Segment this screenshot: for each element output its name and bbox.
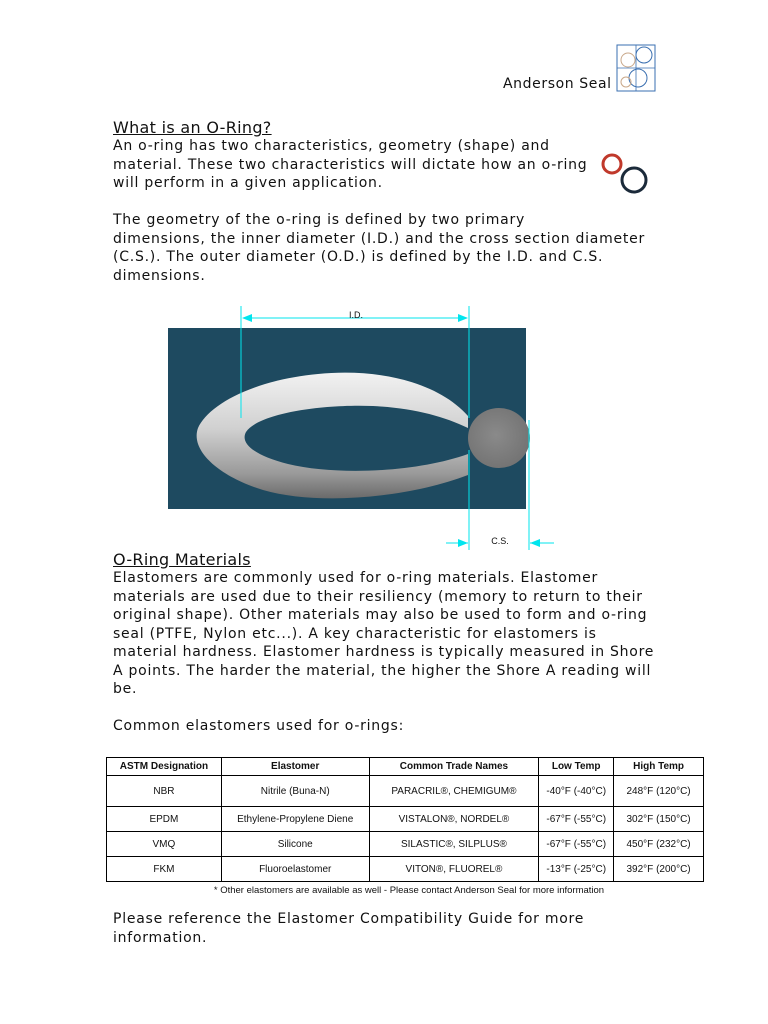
text-line: An o-ring has two characteristics, geometry (shape) and <box>113 138 550 154</box>
header-high-temp: High Temp <box>614 758 704 776</box>
geometry-paragraph <box>113 211 645 285</box>
cell-high-temp: 450°F (232°C) <box>614 832 704 857</box>
text-line: The geometry of the o-ring is defined by two primary <box>113 212 526 228</box>
text-line: material hardness. Elastomer hardness is typically measured in Shore <box>113 644 655 660</box>
text-line: (C.S.). The outer diameter (O.D.) is defined by the I.D. and C.S. <box>113 249 604 265</box>
table-row <box>107 776 704 807</box>
id-label: I.D. <box>348 310 364 320</box>
table-row <box>107 832 704 857</box>
text-line: Please reference the Elastomer Compatibility Guide for more <box>113 911 585 927</box>
id-arrow-left <box>242 314 252 322</box>
materials-paragraph <box>113 569 654 699</box>
company-name: Anderson Seal <box>503 76 612 92</box>
elastomer-table <box>106 757 704 882</box>
cs-label: C.S. <box>491 536 509 546</box>
text-line: seal (PTFE, Nylon etc...). A key characteristic for elastomers is <box>113 625 597 642</box>
cell-elastomer: Nitrile (Buna-N) <box>221 776 369 807</box>
cell-elastomer: Fluoroelastomer <box>221 857 369 882</box>
cell-astm: NBR <box>107 776 222 807</box>
section-title-oring-materials: O-Ring Materials <box>113 550 251 569</box>
cell-low-temp: -13°F (-25°C) <box>539 857 614 882</box>
text-line: dimensions. <box>113 267 206 284</box>
text-line: information. <box>113 929 208 946</box>
intro-paragraph <box>113 137 587 193</box>
elastomer-table-container <box>106 757 704 896</box>
text-line: material. These two characteristics will dictate how an o-ring <box>113 156 588 173</box>
cell-astm: VMQ <box>107 832 222 857</box>
text-line: original shape). Other materials may also be used to form and o-ring <box>113 607 648 623</box>
cell-elastomer: Ethylene-Propylene Diene <box>221 807 369 832</box>
table-header-row <box>107 758 704 776</box>
table-row <box>107 857 704 882</box>
text-line: dimensions, the inner diameter (I.D.) and the cross section diameter <box>113 230 645 247</box>
oring-pair-icon <box>596 145 656 205</box>
header-trade-names: Common Trade Names <box>369 758 539 776</box>
table-row <box>107 807 704 832</box>
text-line: materials are used due to their resiliency (memory to return to their <box>113 588 643 605</box>
cell-astm: FKM <box>107 857 222 882</box>
cs-arrow-left <box>458 539 468 547</box>
cs-arrow-right <box>530 539 540 547</box>
oring-cross-section <box>468 408 530 468</box>
cell-high-temp: 392°F (200°C) <box>614 857 704 882</box>
text-line: Elastomers are commonly used for o-ring materials. Elastomer <box>113 570 598 586</box>
cell-low-temp: -67°F (-55°C) <box>539 832 614 857</box>
cell-low-temp: -67°F (-55°C) <box>539 807 614 832</box>
cell-trade-names: VITON®, FLUOREL® <box>369 857 539 882</box>
cell-elastomer: Silicone <box>221 832 369 857</box>
cell-trade-names: VISTALON®, NORDEL® <box>369 807 539 832</box>
text-line: be. <box>113 681 138 697</box>
cell-trade-names: PARACRIL®, CHEMIGUM® <box>369 776 539 807</box>
anderson-seal-logo <box>616 44 656 92</box>
cell-astm: EPDM <box>107 807 222 832</box>
oring-dimension-diagram <box>168 300 568 556</box>
id-arrow-right <box>458 314 468 322</box>
table-footnote: * Other elastomers are available as well - Please contact Anderson Seal for more information <box>213 885 605 896</box>
text-line: A points. The harder the material, the higher the Shore A reading will <box>113 662 652 679</box>
cell-high-temp: 248°F (120°C) <box>614 776 704 807</box>
cell-high-temp: 302°F (150°C) <box>614 807 704 832</box>
text-line: will perform in a given application. <box>113 175 383 191</box>
closing-paragraph <box>113 910 584 947</box>
header-astm: ASTM Designation <box>107 758 222 776</box>
section-title-what-is-oring: What is an O-Ring? <box>113 118 272 137</box>
header-elastomer: Elastomer <box>221 758 369 776</box>
elastomers-intro: Common elastomers used for o-rings: <box>113 718 405 734</box>
cell-trade-names: SILASTIC®, SILPLUS® <box>369 832 539 857</box>
cell-low-temp: -40°F (-40°C) <box>539 776 614 807</box>
header-low-temp: Low Temp <box>539 758 614 776</box>
